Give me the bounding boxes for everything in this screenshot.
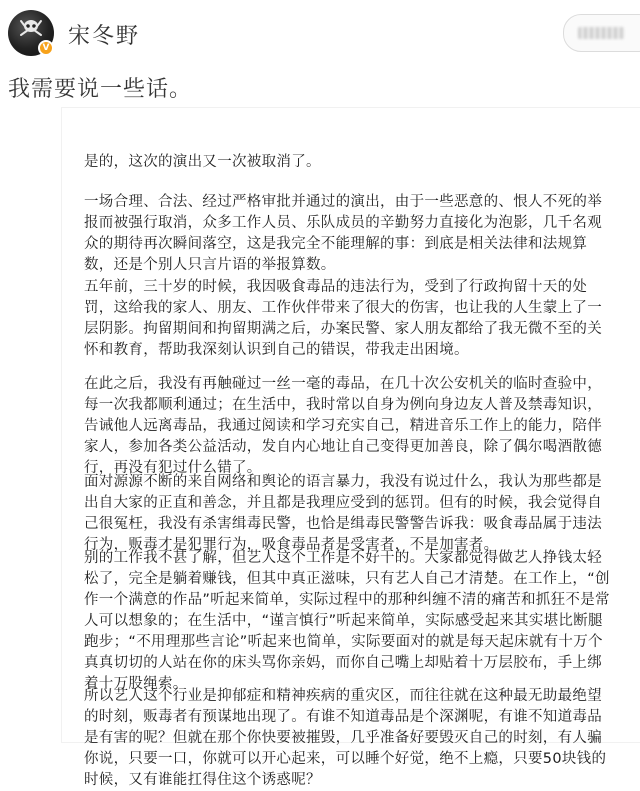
blurred-label [578, 27, 624, 39]
statement-image[interactable] [62, 108, 640, 788]
skull-logo-icon [19, 19, 43, 37]
statement-paragraph: 面对源源不断的来自网络和舆论的语言暴力，我没有说过什么，我认为那些都是出自大家的正直和善念，并且都是我理应受到的惩罚。但有的时候，我会觉得自己很冤枉，我没有杀害缉毒民警，也恰是缉毒民警警告诉我：吸食毒品属于违法行为，贩毒才是犯罪行为，吸食毒品者是受害者，不是加害者。 [84, 474, 602, 553]
statement-paragraph: 在此之后，我没有再触碰过一丝一毫的毒品，在几十次公安机关的临时查验中，每一次我都顺利通过；在生活中，我时常以自身为例向身边友人普及禁毒知识，告诫他人远离毒品，我通过阅读和学习充实自己，精进音乐工作上的能力，陪伴家人，参加各类公益活动，发自内心地让自己变得更加善良，除了偶尔喝酒散德行，再没有犯过什么错了。 [84, 376, 602, 476]
verified-badge-icon: V [38, 40, 54, 56]
statement-paragraph: 是的，这次的演出又一次被取消了。 [84, 154, 321, 170]
statement-paragraph: 一场合理、合法、经过严格审批并通过的演出，由于一些恶意的、恨人不死的举报而被强行取消，众多工作人员、乐队成员的辛勤努力直接化为泡影，几千名观众的期待再次瞬间落空，这是我完全不能理解的事：到底是相关法律和法规算数，还是个别人只言片语的举报算数。 [84, 194, 602, 273]
statement-paragraph: 所以艺人这个行业是抑郁症和精神疾病的重灾区，而往往就在这种最无助最绝望的时刻，贩毒者有预谋地出现了。有谁不知道毒品是个深渊呢，有谁不知道毒品是有害的呢？但就在那个你快要被摧毁，几乎准备好要毁灭自己的时刻，有人骗你说，只要一口，你就可以开心起来，可以睡个好觉，绝不上瘾，只要50块钱的时候，又有谁能扛得住这个诱惑呢？ [84, 688, 607, 788]
statement-paragraph: 五年前，三十岁的时候，我因吸食毒品的违法行为，受到了行政拘留十天的处罚，这给我的家人、朋友、工作伙伴带来了很大的伤害，也让我的人生蒙上了一层阴影。拘留期间和拘留期满之后，办案民警、家人朋友都给了我无微不至的关怀和教育，帮助我深刻认识到自己的错误，带我走出困境。 [84, 279, 602, 358]
username[interactable]: 宋冬野 [68, 24, 141, 49]
post-title: 我需要说一些话。 [8, 77, 193, 102]
post-header [0, 0, 640, 70]
follow-button[interactable] [563, 14, 640, 52]
statement-paragraph: 别的工作我不甚了解，但艺人这个工作是不好干的。大家都觉得做艺人挣钱太轻松了，完全是躺着赚钱，但其中真正滋味，只有艺人自己才清楚。在工作上，“创作一个满意的作品”听起来简单，实际过程中的那种纠缠不清的痛苦和抓狂不是常人可以想象的；在生活中，“谨言慎行”听起来简单，实际感受起来其实堪比断腿跑步；“不用理那些言论”听起来也简单，实际要面对的就是每天起床就有十万个真真切切的人站在你的床头骂你亲妈，而你自己嘴上却贴着十万层胶布，手上绑着十万股绳索。 [84, 550, 610, 692]
